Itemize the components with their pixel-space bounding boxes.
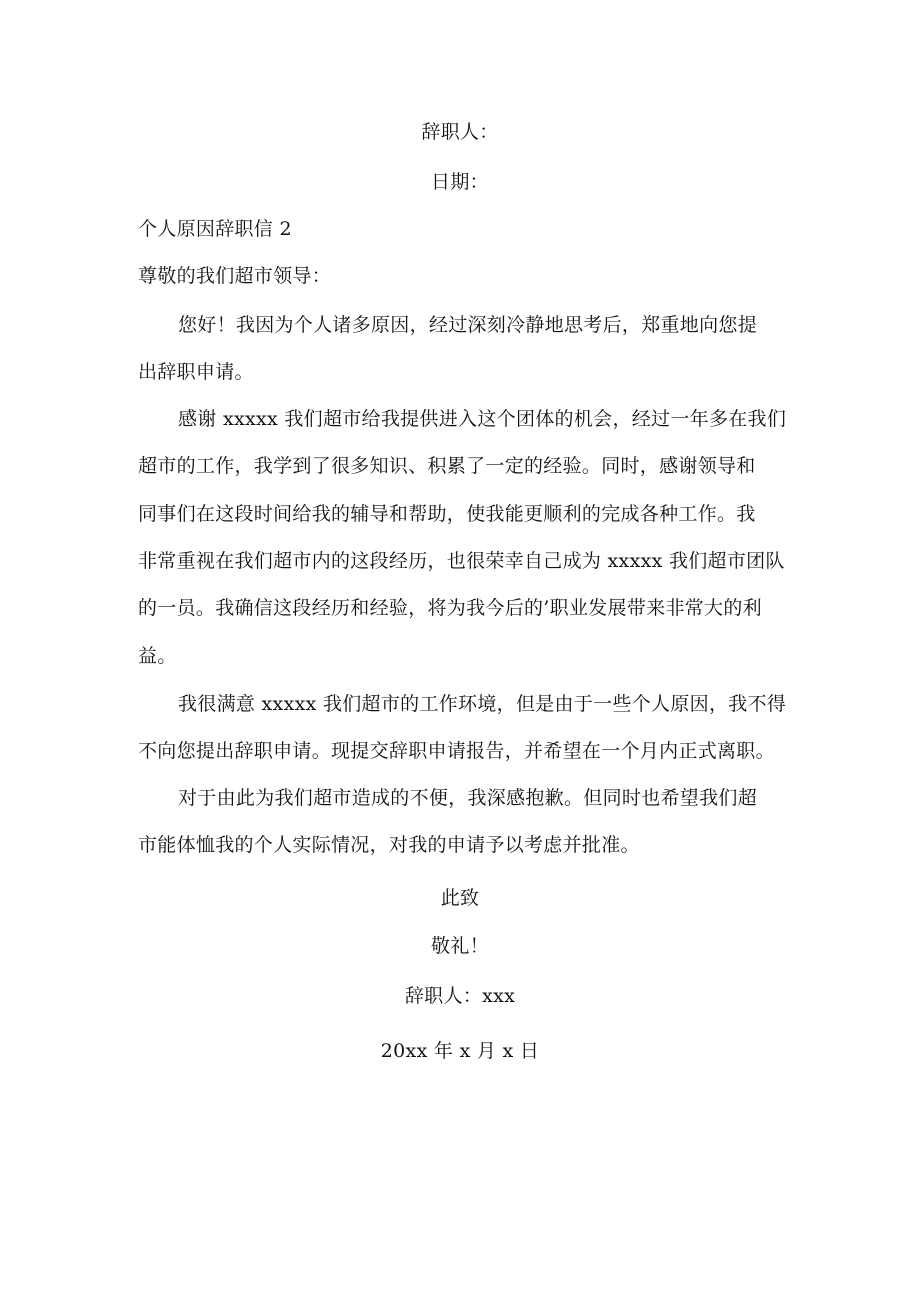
letter-title: 个人原因辞职信 2 [138, 218, 292, 240]
paragraph-line: 不向您提出辞职申请。现提交辞职申请报告，并希望在一个月内正式离职。 [138, 740, 775, 762]
paragraph-line: 我很满意 xxxxx 我们超市的工作环境，但是由于一些个人原因，我不得 [178, 693, 787, 715]
signature: 辞职人：xxx [404, 985, 516, 1007]
paragraph-line: 市能体恤我的个人实际情况，对我的申请予以考虑并批准。 [138, 834, 640, 856]
date-label: 日期： [431, 171, 489, 193]
paragraph-line: 您好！我因为个人诸多原因，经过深刻冷静地思考后，郑重地向您提 [178, 314, 758, 336]
paragraph-line: 的一员。我确信这段经历和经验，将为我今后的’职业发展带来非常大的利 [138, 597, 762, 619]
signature-date: 20xx 年 x 月 x 日 [380, 1040, 540, 1062]
paragraph-line: 同事们在这段时间给我的辅导和帮助，使我能更顺利的完成各种工作。我 [138, 503, 756, 525]
paragraph-line: 对于由此为我们超市造成的不便，我深感抱歉。但同时也希望我们超 [178, 787, 758, 809]
resigner-label: 辞职人： [421, 121, 499, 143]
salutation: 尊敬的我们超市领导： [138, 265, 332, 287]
closing-ci-zhi: 此致 [440, 887, 480, 909]
paragraph-line: 感谢 xxxxx 我们超市给我提供进入这个团体的机会，经过一年多在我们 [178, 408, 787, 430]
paragraph-line: 出辞职申请。 [138, 361, 254, 383]
paragraph-line: 益。 [138, 645, 177, 667]
paragraph-line: 非常重视在我们超市内的这段经历，也很荣幸自己成为 xxxxx 我们超市团队 [138, 550, 785, 572]
closing-jing-li: 敬礼！ [431, 935, 489, 957]
paragraph-line: 超市的工作，我学到了很多知识、积累了一定的经验。同时，感谢领导和 [138, 455, 756, 477]
